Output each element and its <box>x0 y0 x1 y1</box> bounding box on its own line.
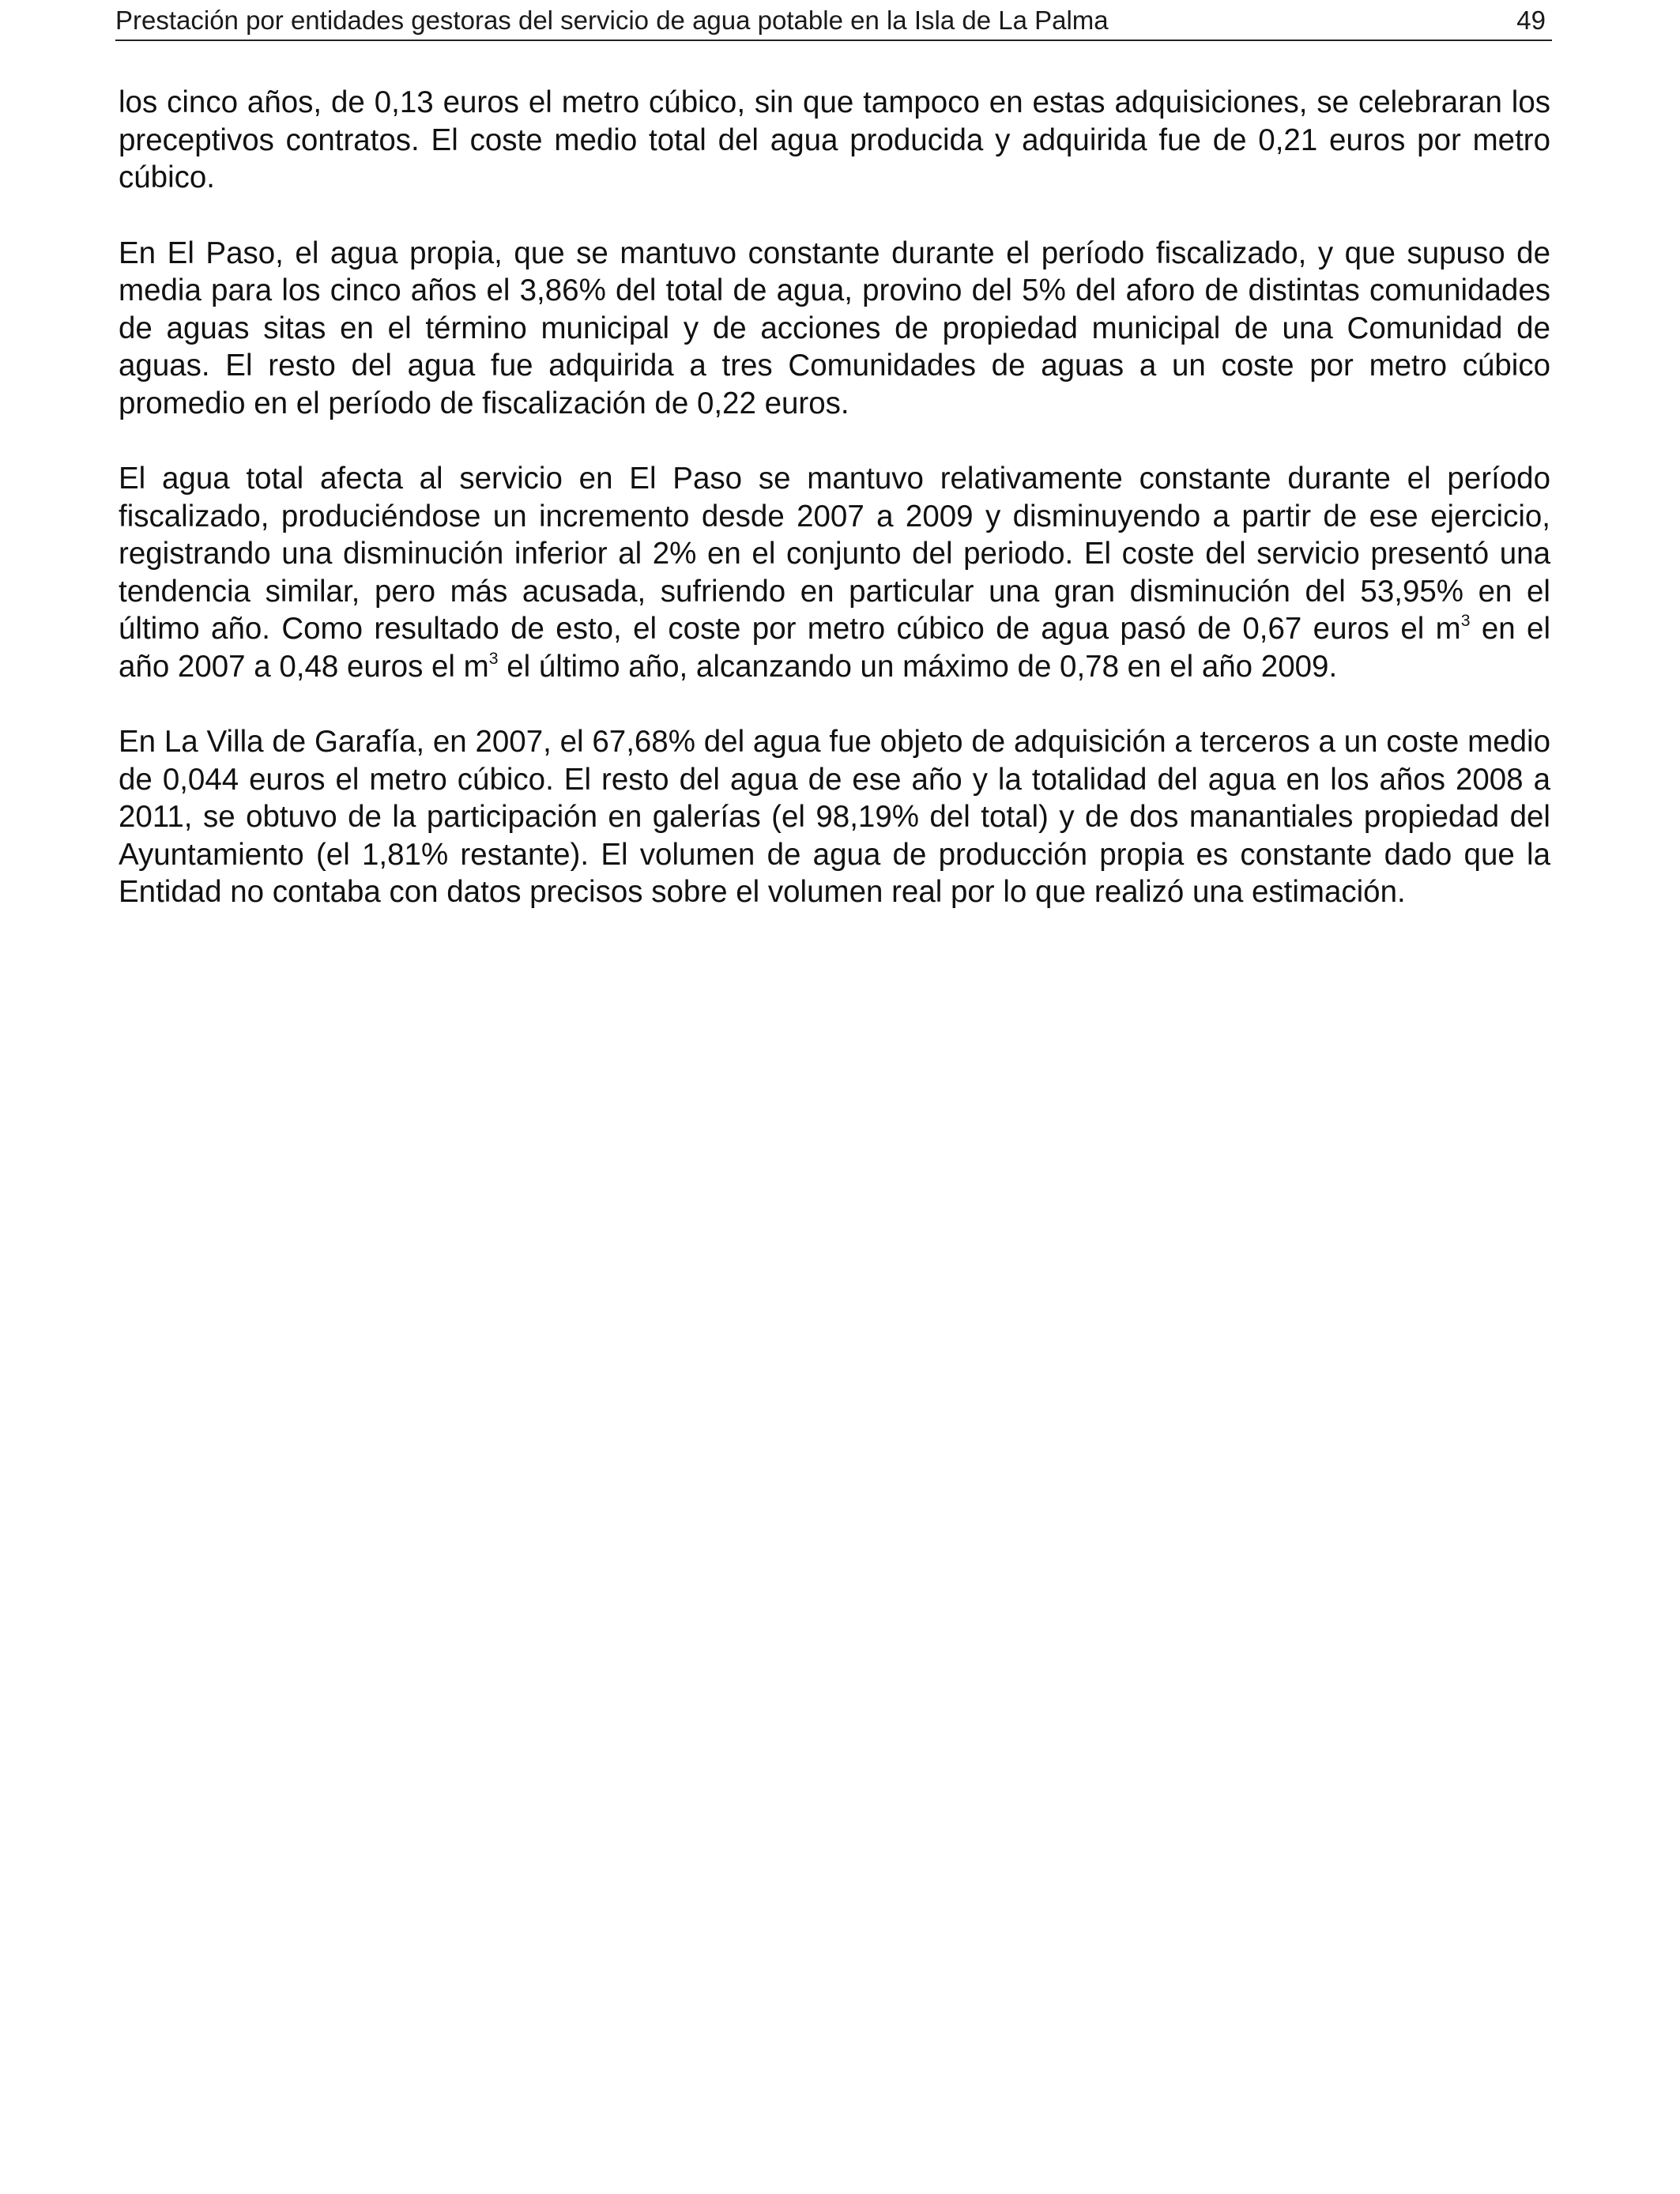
paragraph-text: en el año 2007 a 0,48 euros el m <box>119 612 1550 684</box>
paragraph-text: El agua total afecta al servicio en El Paso se mantuvo relativamente constante durante el período fiscalizado, produciéndose un incremento desde 2007 a 2009 y disminuyendo a partir de ese ejercicio, registrando una disminución inferior al 2% en el conjunto del periodo. El coste del servicio presentó una tendencia similar, pero más acusada, sufriendo en particular una gran disminución del 53,95% en el último año. Como resultado de esto, el coste por metro cúbico de agua pasó de 0,67 euros el m <box>119 462 1550 646</box>
paragraph-el-paso-water-source: En El Paso, el agua propia, que se mantuvo constante durante el período fiscalizado, y que supuso de media para los cinco años el 3,86% del total de agua, provino del 5% del aforo de distintas comunidades de aguas sitas en el término municipal y de acciones de propiedad municipal de una Comunidad de aguas. El resto del agua fue adquirida a tres Comunidades de aguas a un coste por metro cúbico promedio en el período de fiscalización de 0,22 euros. <box>119 236 1550 420</box>
paragraph-text: el último año, alcanzando un máximo de 0,78 en el año 2009. <box>498 649 1338 684</box>
body-text <box>119 84 1550 949</box>
page-header <box>115 5 1552 41</box>
paragraph-garafia: En La Villa de Garafía, en 2007, el 67,68% del agua fue objeto de adquisición a terceros a un coste medio de 0,044 euros el metro cúbico. El resto del agua de ese año y la totalidad del agua en los años 2008 a 2011, se obtuvo de la participación en galerías (el 98,19% del total) y de dos manantiales propiedad del Ayuntamiento (el 1,81% restante). El volumen de agua de producción propia es constante dado que la Entidad no contaba con datos precisos sobre el volumen real por lo que realizó una estimación. <box>119 725 1550 909</box>
running-title: Prestación por entidades gestoras del servicio de agua potable en la Isla de La Palma <box>115 6 1109 35</box>
page-number: 49 <box>1516 6 1546 35</box>
superscript: 3 <box>1460 612 1471 631</box>
paragraph-el-paso-cost-trend <box>119 460 1550 685</box>
superscript: 3 <box>488 649 499 668</box>
paragraph-cost-summary: los cinco años, de 0,13 euros el metro cúbico, sin que tampoco en estas adquisiciones, se celebraran los preceptivos contratos. El coste medio total del agua producida y adquirida fue de 0,21 euros por metro cúbico. <box>119 85 1550 194</box>
